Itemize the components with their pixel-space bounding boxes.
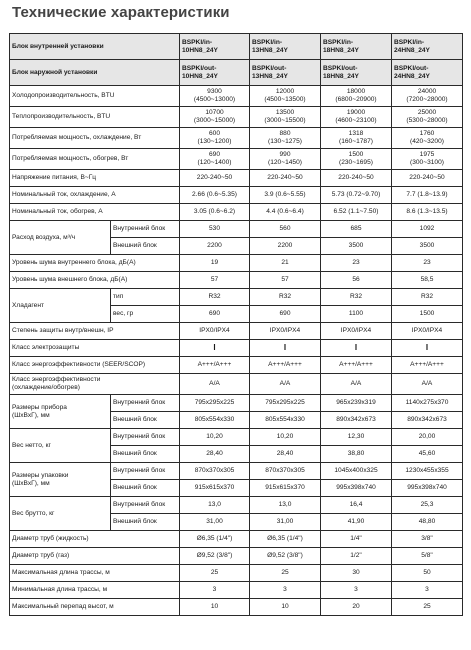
cell-value: 24000 (7200~28000): [392, 86, 463, 107]
cell-value: A+++/A+++: [321, 357, 392, 374]
cell-value: 965x239x319: [321, 395, 392, 412]
outdoor-model-row: [10, 60, 463, 86]
row-label: Хладагент: [10, 289, 111, 323]
row-label: Вес брутто, кг: [10, 497, 111, 531]
cell-value: 19: [180, 255, 250, 272]
cell-value: IPX0/IPX4: [392, 323, 463, 340]
spec-row-ip: [10, 323, 463, 340]
outdoor-unit-label: Блок наружной установки: [10, 60, 180, 86]
cell-value: IPX0/IPX4: [180, 323, 250, 340]
cell-value: 870x370x305: [250, 463, 321, 480]
cell-value: 890x342x673: [321, 412, 392, 429]
cell-value: 50: [392, 565, 463, 582]
outdoor-model: BSPKI/out- 18HN8_24Y: [321, 60, 392, 86]
row-label: Потребляемая мощность, обогрев, Вт: [10, 149, 180, 170]
sub-label: Внешний блок: [111, 480, 180, 497]
cell-value: 3: [392, 582, 463, 599]
cell-value: 995x398x740: [392, 480, 463, 497]
row-label: Номинальный ток, обогрев, А: [10, 204, 180, 221]
cell-value: 530: [180, 221, 250, 238]
cell-value: 690: [250, 306, 321, 323]
cell-value: 220-240~50: [321, 170, 392, 187]
cell-value: 2.66 (0.6~5.35): [180, 187, 250, 204]
cell-value: 805x554x330: [250, 412, 321, 429]
cell-value: 31,00: [250, 514, 321, 531]
cell-value: 690: [180, 306, 250, 323]
spec-row-min-length: [10, 582, 463, 599]
spec-row-max-length: [10, 565, 463, 582]
indoor-model: BSPKI/in- 10HN8_24Y: [180, 34, 250, 60]
cell-value: 1/2": [321, 548, 392, 565]
spec-row-seer: [10, 357, 463, 374]
cell-value: 10: [250, 599, 321, 616]
cell-value: 57: [250, 272, 321, 289]
cell-value: 795x295x225: [180, 395, 250, 412]
cell-value: Ø6,35 (1/4"): [250, 531, 321, 548]
spec-row-cooling-capacity: [10, 86, 463, 107]
cell-value: 30: [321, 565, 392, 582]
row-label: Минимальная длина трассы, м: [10, 582, 180, 599]
outdoor-model: BSPKI/out- 10HN8_24Y: [180, 60, 250, 86]
cell-value: 1230x455x355: [392, 463, 463, 480]
cell-value: 41,90: [321, 514, 392, 531]
cell-value: 9300 (4500~13000): [180, 86, 250, 107]
cell-value: A/A: [180, 374, 250, 395]
spec-row-pipe-gas: [10, 548, 463, 565]
cell-value: 4.4 (0.6~6.4): [250, 204, 321, 221]
row-label: Номинальный ток, охлаждение, А: [10, 187, 180, 204]
outdoor-model: BSPKI/out- 24HN8_24Y: [392, 60, 463, 86]
spec-row-current-heating: [10, 204, 463, 221]
cell-value: 25: [392, 599, 463, 616]
spec-row-max-height: [10, 599, 463, 616]
sub-label: Внешний блок: [111, 238, 180, 255]
cell-value: 16,4: [321, 497, 392, 514]
indoor-model: BSPKI/in- 24HN8_24Y: [392, 34, 463, 60]
row-label: Диаметр труб (газ): [10, 548, 180, 565]
cell-value: 19000 (4600~23100): [321, 107, 392, 128]
cell-value: 8.6 (1.3~13.5): [392, 204, 463, 221]
cell-value: 57: [180, 272, 250, 289]
cell-value: 915x615x370: [180, 480, 250, 497]
row-label: Класс энергоэффективности (SEER/SCOP): [10, 357, 180, 374]
spec-row-pipe-liquid: [10, 531, 463, 548]
cell-value: 13,0: [250, 497, 321, 514]
cell-value: 18000 (6800~20900): [321, 86, 392, 107]
spec-row-noise-indoor: [10, 255, 463, 272]
cell-value: A+++/A+++: [250, 357, 321, 374]
spec-row-airflow-indoor: [10, 221, 463, 238]
cell-value: 58,5: [392, 272, 463, 289]
cell-value: R32: [321, 289, 392, 306]
cell-value: 690 (120~1400): [180, 149, 250, 170]
page-title: Технические характеристики: [12, 4, 230, 21]
cell-value: 25: [250, 565, 321, 582]
row-label: Размеры прибора (ШхВхГ), мм: [10, 395, 111, 429]
cell-value: 1975 (300~3100): [392, 149, 463, 170]
cell-value: 3: [180, 582, 250, 599]
cell-value: 3: [250, 582, 321, 599]
cell-value: 1092: [392, 221, 463, 238]
cell-value: 31,00: [180, 514, 250, 531]
cell-value: 880 (130~1275): [250, 128, 321, 149]
sub-label: вес, гр: [111, 306, 180, 323]
row-label: Расход воздуха, м³/ч: [10, 221, 111, 255]
row-label: Класс электрозащиты: [10, 340, 180, 357]
cell-value: 1318 (160~1787): [321, 128, 392, 149]
cell-value: 870x370x305: [180, 463, 250, 480]
cell-value: 28,40: [250, 446, 321, 463]
cell-value: I: [180, 340, 250, 357]
cell-value: 995x398x740: [321, 480, 392, 497]
cell-value: 25,3: [392, 497, 463, 514]
cell-value: 7.7 (1.8~13.9): [392, 187, 463, 204]
sub-label: Внутренний блок: [111, 497, 180, 514]
cell-value: 685: [321, 221, 392, 238]
row-label: Уровень шума внешнего блока, дБ(А): [10, 272, 180, 289]
cell-value: 3500: [392, 238, 463, 255]
spec-row-refrigerant-type: [10, 289, 463, 306]
cell-value: 2200: [250, 238, 321, 255]
cell-value: 3500: [321, 238, 392, 255]
cell-value: 600 (130~1200): [180, 128, 250, 149]
cell-value: 12000 (4500~13500): [250, 86, 321, 107]
cell-value: 1760 (420~3200): [392, 128, 463, 149]
cell-value: 3.05 (0.6~6.2): [180, 204, 250, 221]
sub-label: Внешний блок: [111, 412, 180, 429]
spec-row-voltage: [10, 170, 463, 187]
cell-value: A+++/A+++: [180, 357, 250, 374]
cell-value: 45,60: [392, 446, 463, 463]
cell-value: 20: [321, 599, 392, 616]
cell-value: 5.73 (0.72~9.70): [321, 187, 392, 204]
cell-value: 56: [321, 272, 392, 289]
row-label: Максимальная длина трассы, м: [10, 565, 180, 582]
sub-label: Внутренний блок: [111, 221, 180, 238]
cell-value: IPX0/IPX4: [321, 323, 392, 340]
cell-value: 795x295x225: [250, 395, 321, 412]
cell-value: 23: [321, 255, 392, 272]
row-label: Вес нетто, кг: [10, 429, 111, 463]
sub-label: Внешний блок: [111, 446, 180, 463]
cell-value: A/A: [321, 374, 392, 395]
cell-value: R32: [392, 289, 463, 306]
cell-value: 805x554x330: [180, 412, 250, 429]
cell-value: I: [321, 340, 392, 357]
cell-value: 5/8": [392, 548, 463, 565]
cell-value: 1500 (230~1695): [321, 149, 392, 170]
cell-value: 220-240~50: [250, 170, 321, 187]
cell-value: 890x342x673: [392, 412, 463, 429]
row-label: Степень защиты внутр/внешн, IP: [10, 323, 180, 340]
cell-value: 3/8": [392, 531, 463, 548]
sub-label: Внутренний блок: [111, 429, 180, 446]
cell-value: 12,30: [321, 429, 392, 446]
cell-value: 10,20: [250, 429, 321, 446]
cell-value: 20,00: [392, 429, 463, 446]
spec-row-dims-indoor: [10, 395, 463, 412]
indoor-unit-label: Блок внутренней установки: [10, 34, 180, 60]
cell-value: 2200: [180, 238, 250, 255]
spec-row-gross-weight-indoor: [10, 497, 463, 514]
cell-value: 1100: [321, 306, 392, 323]
spec-row-elec-class: [10, 340, 463, 357]
cell-value: 25000 (5300~28000): [392, 107, 463, 128]
indoor-model-row: [10, 34, 463, 60]
spec-row-power-heating: [10, 149, 463, 170]
cell-value: 25: [180, 565, 250, 582]
cell-value: 48,80: [392, 514, 463, 531]
outdoor-model: BSPKI/out- 13HN8_24Y: [250, 60, 321, 86]
cell-value: I: [392, 340, 463, 357]
cell-value: 23: [392, 255, 463, 272]
cell-value: 10,20: [180, 429, 250, 446]
cell-value: 13,0: [180, 497, 250, 514]
row-label: Потребляемая мощность, охлаждение, Вт: [10, 128, 180, 149]
cell-value: 3: [321, 582, 392, 599]
cell-value: Ø6,35 (1/4"): [180, 531, 250, 548]
cell-value: 10700 (3000~15000): [180, 107, 250, 128]
cell-value: 1500: [392, 306, 463, 323]
sub-label: Внутренний блок: [111, 463, 180, 480]
cell-value: 220-240~50: [392, 170, 463, 187]
cell-value: 3.9 (0.6~5.55): [250, 187, 321, 204]
cell-value: 38,80: [321, 446, 392, 463]
cell-value: IPX0/IPX4: [250, 323, 321, 340]
row-label: Уровень шума внутреннего блока, дБ(А): [10, 255, 180, 272]
cell-value: Ø9,52 (3/8"): [180, 548, 250, 565]
spec-row-net-weight-indoor: [10, 429, 463, 446]
row-label: Теплопроизводительность, BTU: [10, 107, 180, 128]
spec-row-noise-outdoor: [10, 272, 463, 289]
sub-label: Внутренний блок: [111, 395, 180, 412]
sub-label: Внешний блок: [111, 514, 180, 531]
row-label: Напряжение питания, В~Гц: [10, 170, 180, 187]
cell-value: A/A: [250, 374, 321, 395]
row-label: Класс энергоэффективности (охлаждение/обогрев): [10, 374, 180, 395]
indoor-model: BSPKI/in- 18HN8_24Y: [321, 34, 392, 60]
cell-value: 21: [250, 255, 321, 272]
cell-value: 10: [180, 599, 250, 616]
row-label: Холодопроизводительность, BTU: [10, 86, 180, 107]
indoor-model: BSPKI/in- 13HN8_24Y: [250, 34, 321, 60]
cell-value: A+++/A+++: [392, 357, 463, 374]
sub-label: тип: [111, 289, 180, 306]
cell-value: Ø9,52 (3/8"): [250, 548, 321, 565]
spec-row-power-cooling: [10, 128, 463, 149]
spec-row-current-cooling: [10, 187, 463, 204]
cell-value: R32: [250, 289, 321, 306]
cell-value: R32: [180, 289, 250, 306]
cell-value: I: [250, 340, 321, 357]
cell-value: 220-240~50: [180, 170, 250, 187]
row-label: Максимальный перепад высот, м: [10, 599, 180, 616]
cell-value: 1140x275x370: [392, 395, 463, 412]
cell-value: 1045x400x325: [321, 463, 392, 480]
spec-row-heating-capacity: [10, 107, 463, 128]
spec-row-pack-dims-indoor: [10, 463, 463, 480]
cell-value: 6.52 (1.1~7.50): [321, 204, 392, 221]
cell-value: 990 (120~1450): [250, 149, 321, 170]
row-label: Диаметр труб (жидкость): [10, 531, 180, 548]
cell-value: A/A: [392, 374, 463, 395]
cell-value: 915x615x370: [250, 480, 321, 497]
spec-row-eer: [10, 374, 463, 395]
cell-value: 1/4": [321, 531, 392, 548]
spec-table: [9, 33, 463, 616]
cell-value: 28,40: [180, 446, 250, 463]
cell-value: 13500 (3000~15500): [250, 107, 321, 128]
row-label: Размеры упаковки (ШхВхГ), мм: [10, 463, 111, 497]
cell-value: 560: [250, 221, 321, 238]
